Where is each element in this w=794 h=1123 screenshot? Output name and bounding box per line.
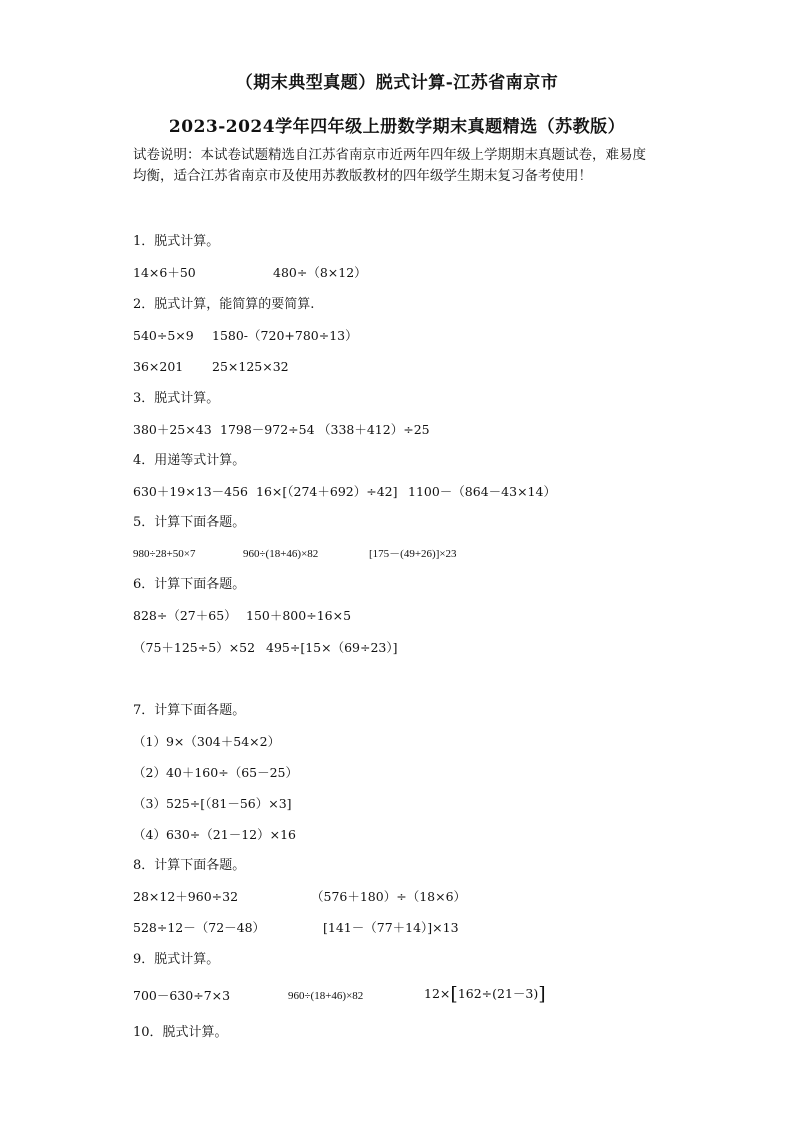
q6-expr-2: 150＋800÷16×5 xyxy=(246,608,352,623)
q4-expr-2: 16×[（274＋692）÷42] xyxy=(256,484,398,499)
question-1-prompt: 1．脱式计算。 xyxy=(133,234,220,249)
q9-open-bracket: [ xyxy=(450,983,458,1005)
q6-expr-3: （75＋125÷5）×52 xyxy=(133,640,256,655)
q2-expr-3: 36×201 xyxy=(133,359,184,374)
q2-expr-4: 25×125×32 xyxy=(212,359,289,374)
q7-expr-2: （2）40＋160÷（65－25） xyxy=(133,765,299,780)
q4-expr-3: 1100－（864－43×14） xyxy=(408,484,556,499)
q1-expr-2: 480÷（8×12） xyxy=(273,265,367,280)
q7-expr-1: （1）9×（304＋54×2） xyxy=(133,734,281,749)
q5-expr-3: [175－(49+26)]×23 xyxy=(369,548,457,560)
question-8-prompt: 8．计算下面各题。 xyxy=(133,858,246,873)
q9-expr-3 xyxy=(424,985,546,1003)
q8-expr-2: （576＋180）÷（18×6） xyxy=(311,889,467,904)
question-6-prompt: 6．计算下面各题。 xyxy=(133,577,246,592)
question-3-prompt: 3．脱式计算。 xyxy=(133,391,220,406)
q4-expr-1: 630＋19×13－456 xyxy=(133,484,249,499)
q8-expr-4: [141－（77＋14）]×13 xyxy=(323,920,459,935)
question-10-prompt: 10．脱式计算。 xyxy=(133,1025,228,1040)
q7-expr-4: （4）630÷（21－12）×16 xyxy=(133,827,296,842)
intro-line-1: 试卷说明：本试卷试题精选自江苏省南京市近两年四年级上学期期末真题试卷，难易度 xyxy=(133,147,646,163)
q3-expr-3: （338＋412）÷25 xyxy=(318,422,430,437)
q5-expr-2: 960÷(18+46)×82 xyxy=(243,548,319,560)
question-5-prompt: 5．计算下面各题。 xyxy=(133,515,246,530)
q6-expr-1: 828÷（27＋65） xyxy=(133,608,237,623)
q9-expr-1: 700－630÷7×3 xyxy=(133,988,231,1003)
q6-expr-4: 495÷[15×（69÷23）] xyxy=(266,640,398,655)
question-4-prompt: 4．用递等式计算。 xyxy=(133,453,246,468)
question-9-prompt: 9．脱式计算。 xyxy=(133,952,220,967)
q5-expr-1: 980÷28+50×7 xyxy=(133,548,196,560)
q7-expr-3: （3）525÷[（81－56）×3] xyxy=(133,796,292,811)
q9-expr-3-inner: 162÷(21－3) xyxy=(457,986,539,1001)
title-line-1: （期末典型真题）脱式计算-江苏省南京市 xyxy=(235,73,559,93)
intro-line-2: 均衡，适合江苏省南京市及使用苏教版教材的四年级学生期末复习备考使用！ xyxy=(133,168,592,184)
question-2-prompt: 2．脱式计算，能简算的要简算. xyxy=(133,297,315,312)
q9-expr-2: 960÷(18+46)×82 xyxy=(288,990,364,1002)
q8-expr-1: 28×12＋960÷32 xyxy=(133,889,239,904)
q2-expr-1: 540÷5×9 xyxy=(133,328,194,343)
q1-expr-1: 14×6＋50 xyxy=(133,265,196,280)
question-7-prompt: 7．计算下面各题。 xyxy=(133,703,246,718)
q2-expr-2: 1580-（720+780÷13） xyxy=(212,328,358,343)
q3-expr-1: 380＋25×43 xyxy=(133,422,212,437)
q9-close-bracket: ] xyxy=(538,983,546,1005)
q9-expr-3-prefix: 12× xyxy=(424,986,451,1001)
title-line-2: 2023-2024学年四年级上册数学期末真题精选（苏教版） xyxy=(168,117,626,137)
q8-expr-3: 528÷12－（72－48） xyxy=(133,920,266,935)
q3-expr-2: 1798－972÷54 xyxy=(220,422,315,437)
